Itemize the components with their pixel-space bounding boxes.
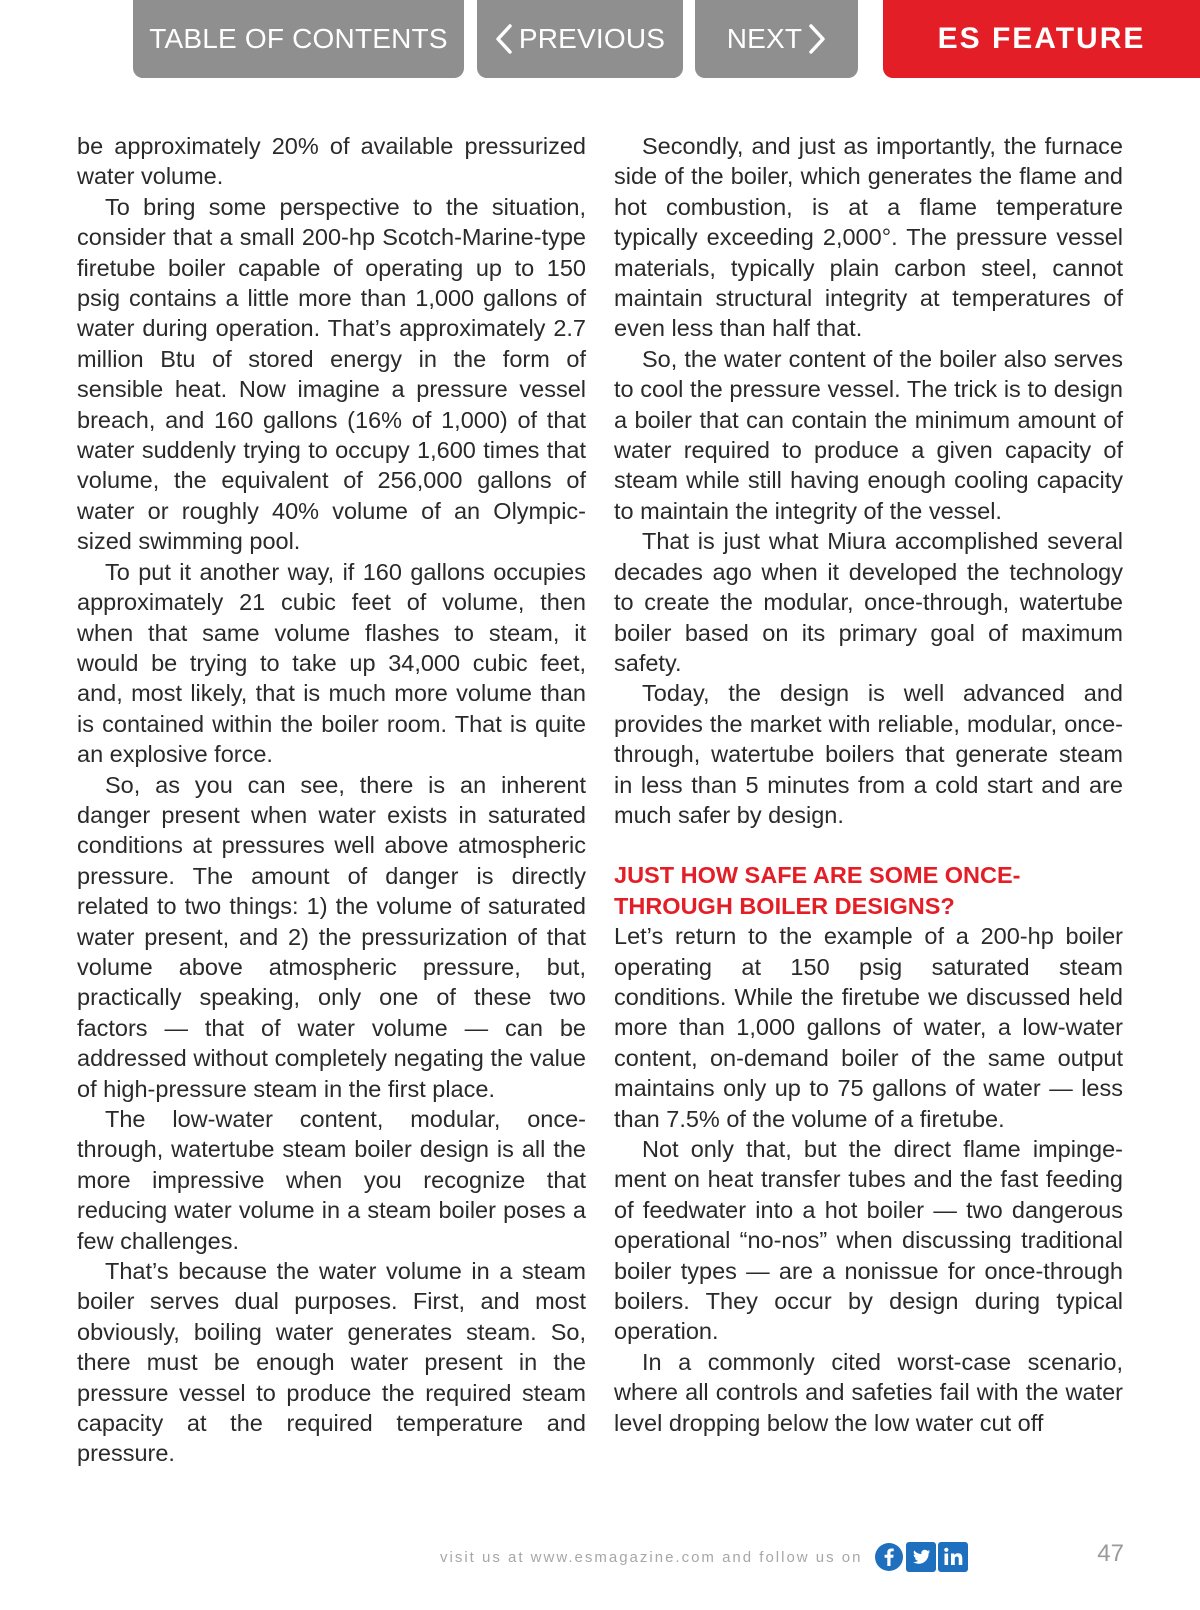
next-label: NEXT bbox=[726, 23, 803, 54]
previous-label: PREVIOUS bbox=[518, 23, 666, 54]
footer bbox=[440, 1537, 968, 1577]
next-button[interactable] bbox=[695, 0, 858, 78]
paragraph: be approximately 20% of available pressurized water volume. bbox=[77, 133, 586, 190]
paragraph: The low-water content, modular, once-through, watertube steam boiler design is all the more impressive when you recognize that reducing water volume in a steam boiler poses a few challenges. bbox=[77, 1106, 586, 1254]
footer-text: visit us at www.esmagazine.com and follow us on bbox=[440, 1548, 863, 1566]
paragraph: That is just what Miura accomplished several decades ago when it developed the technology to create the modular, once-through, watertube boiler based on its primary goal of maximum safety. bbox=[614, 528, 1123, 676]
paragraph: In a commonly cited worst-case scenario, where all controls and safeties fail with the water level dropping below the low water cut off bbox=[614, 1348, 1123, 1436]
section-heading: JUST HOW SAFE ARE SOME ONCE-THROUGH BOILER DESIGNS? bbox=[614, 862, 1021, 919]
page-number: 47 bbox=[1097, 1540, 1124, 1567]
paragraph: To put it another way, if 160 gallons occupies approximately 21 cubic feet of volume, then when that same volume flashes to steam, it would be trying to take up 34,000 cubic feet, and, most likely, that is much more volume than is contained within the boiler room. That is quite an explosive force. bbox=[77, 558, 586, 768]
chevron-left-icon bbox=[495, 23, 513, 55]
paragraph: That’s because the water volume in a steam boiler serves dual purposes. First, and most obviously, boiling water generates steam. So, there must be enough water present in the pressure vessel to produce the required steam capacity at the required temperature and pressure. bbox=[77, 1258, 586, 1467]
paragraph: Let’s return to the example of a 200-hp boiler operating at 150 psig saturated steam conditions. While the firetube we discussed held more than 1,000 gallons of water, a low-water content, on-demand boiler of the same output maintains only up to 75 gallons of water — less than 7.5% of the volume of a firetube. bbox=[614, 923, 1123, 1132]
section-banner bbox=[883, 0, 1200, 78]
left-column bbox=[77, 131, 586, 1469]
paragraph: So, as you can see, there is an inherent danger present when water exists in saturated conditions at pressures well above atmospheric pressure. The amount of danger is directly related to two things: 1) the volume of saturated water present, and 2) the pressurization of that volume above atmospheric pressure, but, practically speaking, only one of these two factors — that of water volume — can be addressed without completely negating the value of high-pressure steam in the first place. bbox=[77, 771, 586, 1102]
linkedin-icon[interactable] bbox=[938, 1542, 968, 1572]
paragraph: Secondly, and just as importantly, the furnace side of the boiler, which generates the flame and hot combustion, is at a flame temperature typically exceeding 2,000°. The pressure vessel materials, typically plain carbon steel, cannot maintain structural integrity at temperatures of even less than half that. bbox=[614, 133, 1123, 342]
table-of-contents-label: TABLE OF CONTENTS bbox=[149, 23, 448, 54]
paragraph: So, the water content of the boiler also serves to cool the pressure vessel. The trick is to design a boiler that can contain the minimum amount of water required to produce a given capacity of steam while still having enough cooling capacity to maintain the integrity of the vessel. bbox=[614, 345, 1123, 524]
paragraph: Not only that, but the direct flame impingement on heat transfer tubes and the fast feeding of feedwater into a hot boiler — two dangerous operational “no-nos” when discussing traditional boiler types — are a nonissue for once-through boilers. They occur by design during typical operation. bbox=[614, 1136, 1123, 1345]
social-links bbox=[874, 1542, 968, 1572]
right-column bbox=[614, 131, 1123, 1438]
table-of-contents-button[interactable] bbox=[133, 0, 464, 78]
section-label: ES FEATURE bbox=[937, 22, 1146, 55]
previous-button[interactable] bbox=[477, 0, 683, 78]
twitter-icon[interactable] bbox=[906, 1542, 936, 1572]
paragraph: Today, the design is well advanced and provides the market with reliable, modular, once-through, watertube boilers that generate steam in less than 5 minutes from a cold start and are much safer by design. bbox=[614, 680, 1123, 828]
paragraph: To bring some perspective to the situation, consider that a small 200-hp Scotch-Marine-type firetube boiler capable of operating up to 150 psig contains a little more than 1,000 gallons of water during operation. That’s approximately 2.7 million Btu of stored energy in the form of sensible heat. Now imagine a pressure vessel breach, and 160 gallons (16% of 1,000) of that water suddenly trying to occupy 1,600 times that volume, the equivalent of 256,000 gallons of water or roughly 40% volume of an Olympic-sized swimming pool. bbox=[77, 193, 586, 555]
facebook-icon[interactable] bbox=[874, 1542, 904, 1572]
chevron-right-icon bbox=[808, 23, 826, 55]
